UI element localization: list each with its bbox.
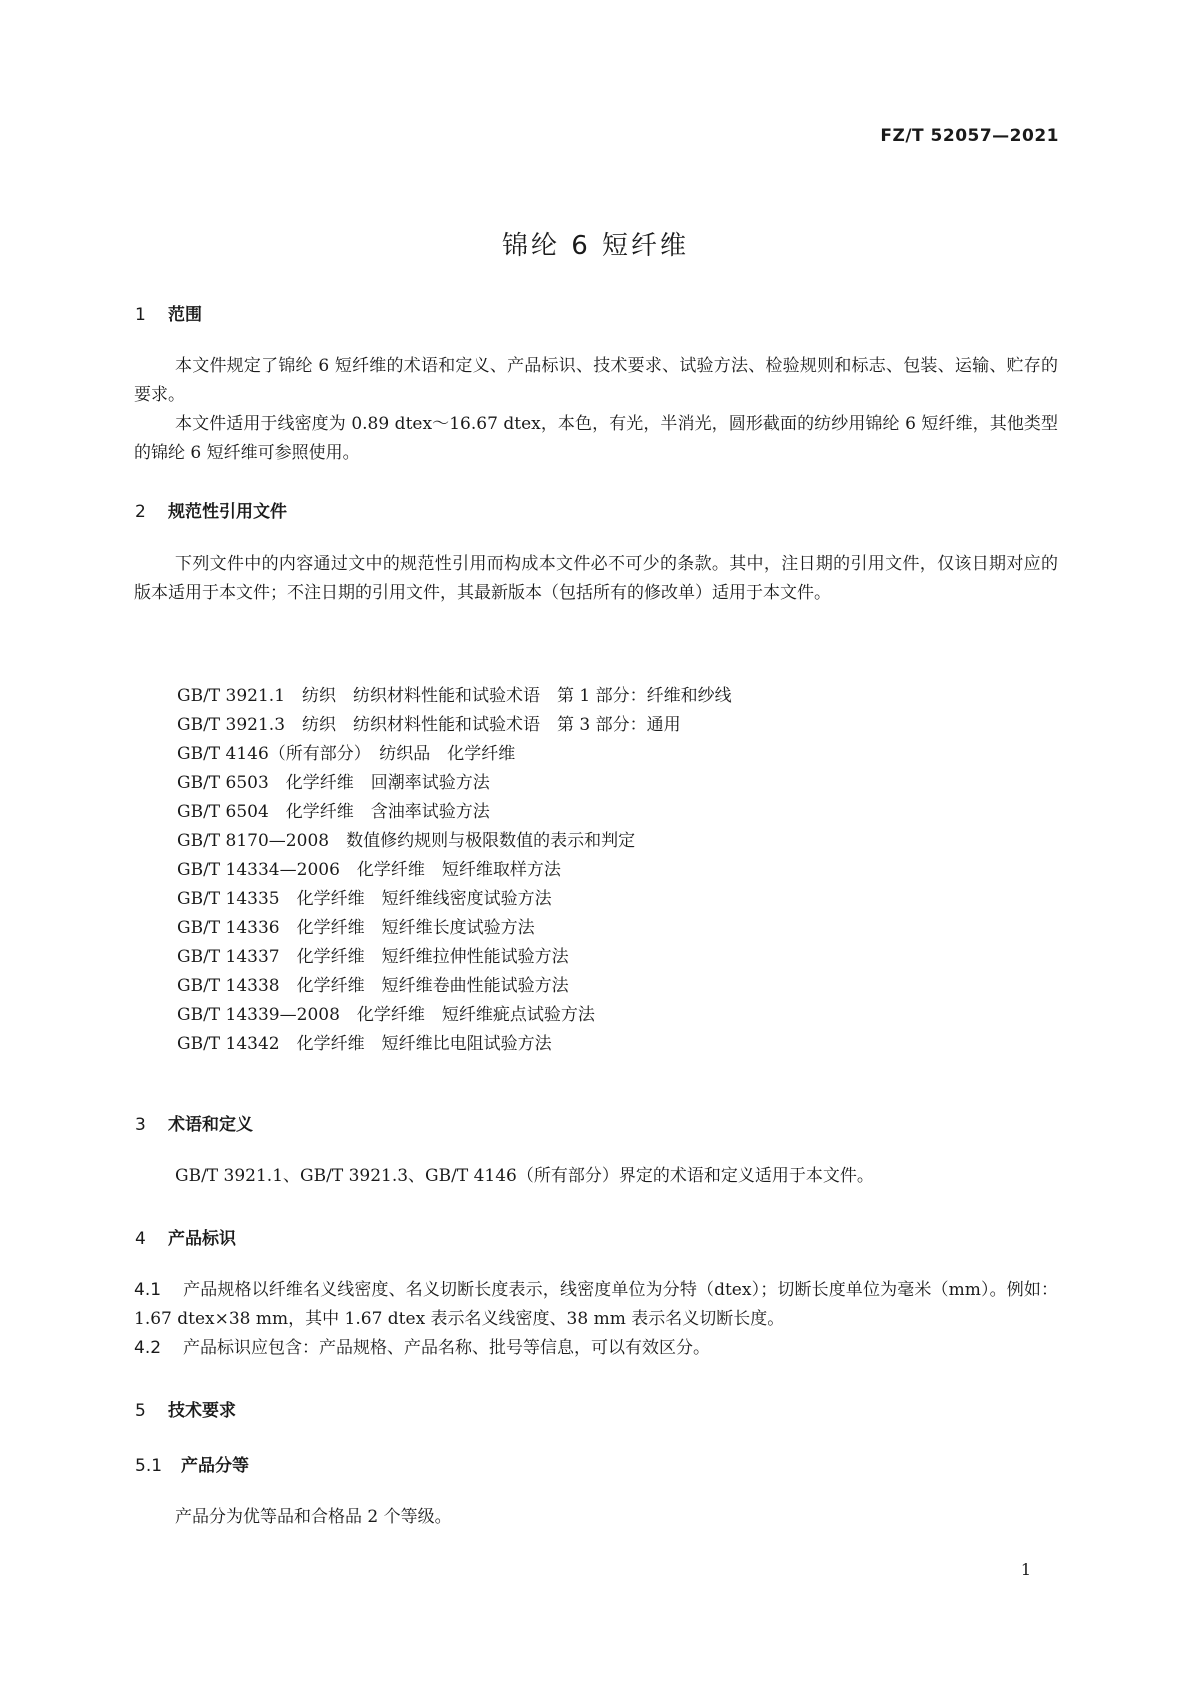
section-number: 2 [135,502,146,522]
reference-list [177,682,732,1059]
standard-code: FZ/T 52057—2021 [880,126,1059,146]
grading-paragraph: 产品分为优等品和合格品 2 个等级。 [175,1507,452,1527]
normative-references-paragraph: 下列文件中的内容通过文中的规范性引用而构成本文件必不可少的条款。其中，注日期的引用文件，仅该日期对应的版本适用于本文件；不注日期的引用文件，其最新版本（包括所有的修改单）适用于本文件。 [134,554,1058,603]
document-title: 锦纶 6 短纤维 [501,231,690,261]
clause-text: 产品规格以纤维名义线密度、名义切断长度表示，线密度单位为分特（dtex）；切断长度单位为毫米（mm）。例如：1.67 dtex×38 mm，其中 1.67 dtex 表示名义线密度、38 mm 表示名义切断长度。 [134,1280,1058,1329]
terms-paragraph: GB/T 3921.1、GB/T 3921.3、GB/T 4146（所有部分）界定的术语和定义适用于本文件。 [175,1166,874,1186]
reference-item: GB/T 4146（所有部分） 纺织品 化学纤维 [177,744,516,764]
section-3-heading [135,1110,253,1135]
section-title: 范围 [168,305,202,325]
reference-item: GB/T 3921.3 纺织 纺织材料性能和试验术语 第 3 部分：通用 [177,715,681,735]
clause-4-2 [134,1334,1058,1363]
section-title: 规范性引用文件 [168,502,287,522]
clause-4-1 [134,1276,1058,1334]
section-title: 产品标识 [168,1229,236,1249]
clause-number: 4.2 [134,1338,162,1358]
reference-item: GB/T 8170—2008 数值修约规则与极限数值的表示和判定 [177,831,636,851]
clause-text: 产品标识应包含：产品规格、产品名称、批号等信息，可以有效区分。 [183,1338,710,1358]
subsection-5-1-heading [135,1451,249,1476]
reference-item: GB/T 6503 化学纤维 回潮率试验方法 [177,773,490,793]
reference-item: GB/T 14334—2006 化学纤维 短纤维取样方法 [177,860,561,880]
scope-paragraph-2: 本文件适用于线密度为 0.89 dtex～16.67 dtex，本色，有光，半消光，圆形截面的纺纱用锦纶 6 短纤维，其他类型的锦纶 6 短纤维可参照使用。 [134,414,1058,463]
scope-paragraph-1: 本文件规定了锦纶 6 短纤维的术语和定义、产品标识、技术要求、试验方法、检验规则和标志、包装、运输、贮存的要求。 [134,356,1058,405]
section-number: 5 [135,1401,146,1421]
section-1-heading [135,300,202,325]
section-2-heading [135,497,287,522]
section-title: 技术要求 [168,1401,236,1421]
clause-number: 4.1 [134,1280,162,1300]
reference-item: GB/T 14336 化学纤维 短纤维长度试验方法 [177,918,535,938]
page-number: 1 [1020,1560,1031,1579]
section-4-heading [135,1224,236,1249]
subsection-title: 产品分等 [181,1456,249,1476]
section-title: 术语和定义 [168,1115,253,1135]
section-5-heading [135,1396,236,1421]
reference-item: GB/T 14338 化学纤维 短纤维卷曲性能试验方法 [177,976,569,996]
section-number: 3 [135,1115,146,1135]
subsection-number: 5.1 [135,1456,163,1476]
section-number: 4 [135,1229,146,1249]
reference-item: GB/T 14339—2008 化学纤维 短纤维疵点试验方法 [177,1005,595,1025]
reference-item: GB/T 14335 化学纤维 短纤维线密度试验方法 [177,889,552,909]
reference-item: GB/T 14337 化学纤维 短纤维拉伸性能试验方法 [177,947,569,967]
reference-item: GB/T 3921.1 纺织 纺织材料性能和试验术语 第 1 部分：纤维和纱线 [177,686,732,706]
section-number: 1 [135,305,146,325]
reference-item: GB/T 6504 化学纤维 含油率试验方法 [177,802,490,822]
reference-item: GB/T 14342 化学纤维 短纤维比电阻试验方法 [177,1034,552,1054]
